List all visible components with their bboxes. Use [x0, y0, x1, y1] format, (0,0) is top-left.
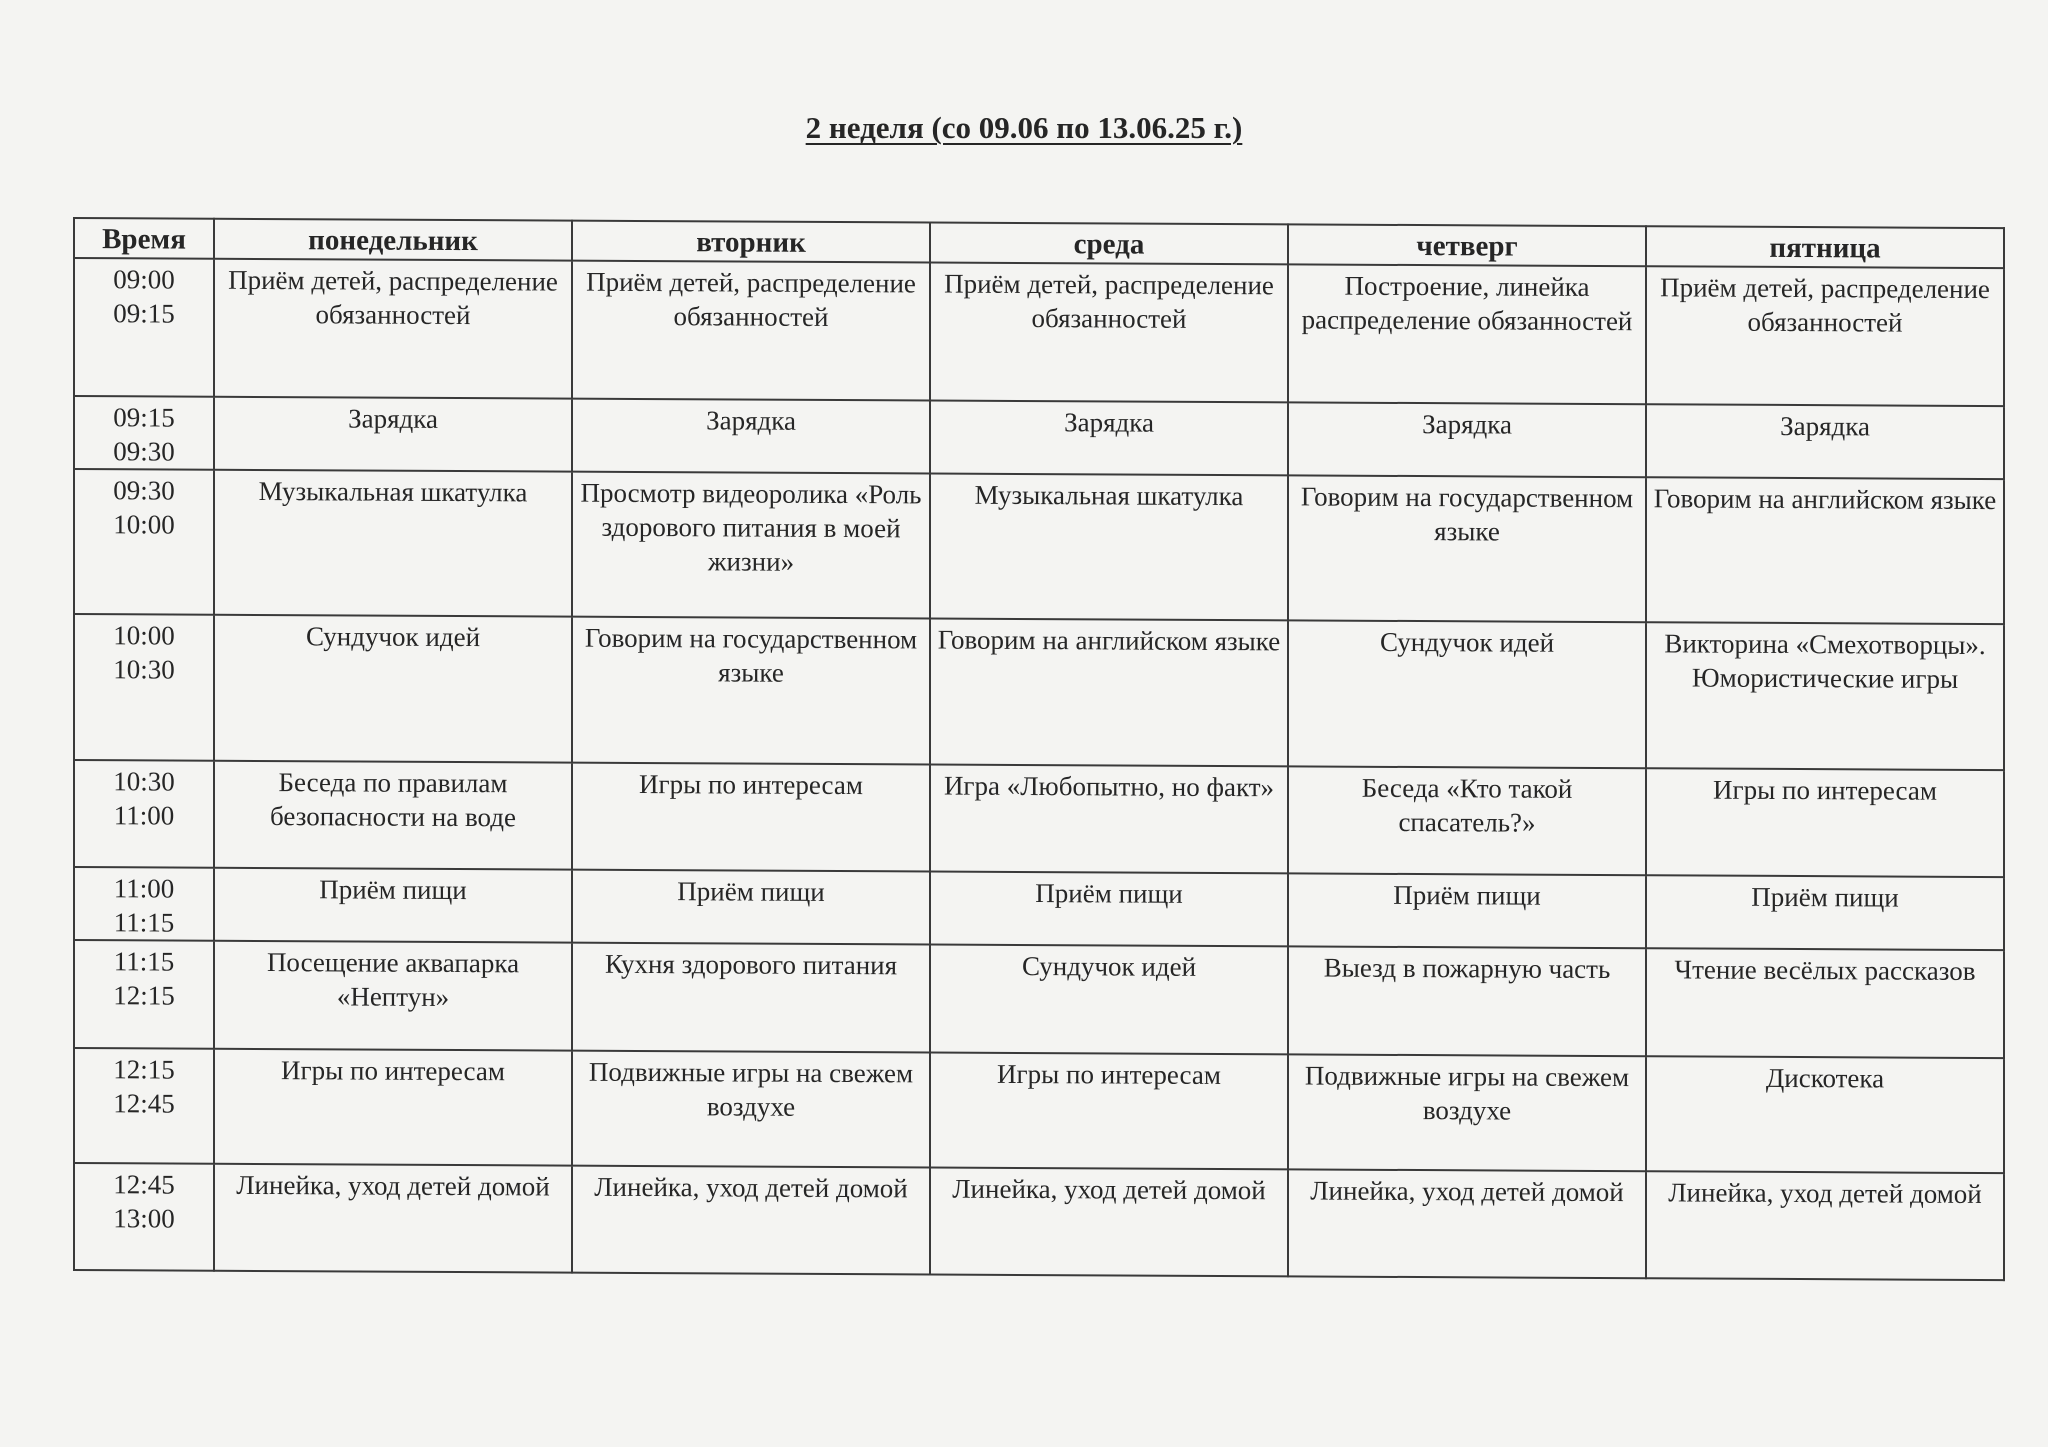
activity-cell: Викторина «Смехотворцы». Юмористические игры: [1646, 622, 2004, 770]
activity-cell: Зарядка: [572, 399, 930, 474]
activity-cell: Приём пищи: [214, 868, 572, 943]
time-end: 10:30: [113, 654, 175, 685]
table-row: [74, 469, 2004, 624]
table-row: [74, 867, 2004, 950]
table-row: [74, 258, 2004, 406]
activity-cell: Зарядка: [1288, 402, 1646, 477]
activity-cell: Построение, линейка распределение обязанностей: [1288, 264, 1646, 404]
time-end: 12:15: [113, 980, 175, 1011]
activity-cell: Музыкальная шкатулка: [930, 473, 1288, 620]
activity-cell: Музыкальная шкатулка: [214, 470, 572, 617]
time-end: 10:00: [113, 509, 175, 540]
activity-cell: Игры по интересам: [572, 763, 930, 872]
table-row: [74, 614, 2004, 770]
table-row: [74, 396, 2004, 479]
time-start: 09:30: [113, 475, 175, 506]
activity-cell: Приём детей, распределение обязанностей: [1646, 266, 2004, 406]
time-cell: [74, 867, 214, 941]
activity-cell: Приём пищи: [1288, 873, 1646, 948]
table-row: [74, 1163, 2004, 1280]
header-monday: понедельник: [214, 219, 572, 261]
time-end: 13:00: [113, 1203, 175, 1234]
time-start: 11:15: [113, 946, 175, 977]
activity-cell: Сундучок идей: [930, 944, 1288, 1054]
activity-cell: Линейка, уход детей домой: [1288, 1169, 1646, 1278]
header-friday: пятница: [1646, 226, 2004, 268]
activity-cell: Игры по интересам: [930, 1052, 1288, 1169]
activity-cell: Чтение весёлых рассказов: [1646, 948, 2004, 1058]
activity-cell: Кухня здорового питания: [572, 943, 930, 1053]
page-title-text: 2 неделя (со 09.06 по 13.06.25 г.): [805, 110, 1243, 145]
activity-cell: Беседа «Кто такой спасатель?»: [1288, 766, 1646, 875]
time-end: 11:00: [113, 800, 175, 831]
time-end: 12:45: [113, 1088, 175, 1119]
activity-cell: Просмотр видеоролика «Роль здорового питания в моей жизни»: [572, 472, 930, 619]
header-wednesday: среда: [930, 222, 1288, 264]
time-start: 12:45: [113, 1169, 175, 1200]
activity-cell: Игра «Любопытно, но факт»: [930, 764, 1288, 873]
activity-cell: Посещение аквапарка «Нептун»: [214, 941, 572, 1051]
table-row: [74, 760, 2004, 877]
activity-cell: Выезд в пожарную часть: [1288, 946, 1646, 1056]
time-cell: [74, 469, 214, 615]
activity-cell: Зарядка: [1646, 404, 2004, 479]
activity-cell: Приём детей, распределение обязанностей: [214, 259, 572, 399]
time-cell: [74, 258, 214, 397]
time-end: 09:30: [113, 436, 175, 467]
header-tuesday: вторник: [572, 221, 930, 263]
activity-cell: Линейка, уход детей домой: [930, 1167, 1288, 1276]
activity-cell: Линейка, уход детей домой: [214, 1164, 572, 1273]
time-end: 11:15: [113, 907, 175, 938]
time-start: 11:00: [113, 873, 175, 904]
time-cell: [74, 760, 214, 868]
time-start: 12:15: [113, 1054, 175, 1085]
activity-cell: Приём детей, распределение обязанностей: [572, 261, 930, 401]
activity-cell: Приём пищи: [930, 871, 1288, 946]
activity-cell: Беседа по правилам безопасности на воде: [214, 761, 572, 870]
activity-cell: Подвижные игры на свежем воздухе: [1288, 1054, 1646, 1171]
header-time: Время: [74, 218, 214, 259]
activity-cell: Приём пищи: [572, 870, 930, 945]
activity-cell: Сундучок идей: [1288, 620, 1646, 768]
time-cell: [74, 940, 214, 1049]
activity-cell: Сундучок идей: [214, 615, 572, 763]
time-start: 09:00: [113, 264, 175, 295]
activity-cell: Линейка, уход детей домой: [572, 1166, 930, 1275]
time-cell: [74, 396, 214, 470]
activity-cell: Приём детей, распределение обязанностей: [930, 262, 1288, 402]
activity-cell: Игры по интересам: [214, 1049, 572, 1166]
activity-cell: Зарядка: [214, 397, 572, 472]
time-cell: [74, 1048, 214, 1164]
time-start: 10:00: [113, 620, 175, 651]
header-thursday: четверг: [1288, 224, 1646, 266]
time-end: 09:15: [113, 298, 175, 329]
time-cell: [74, 1163, 214, 1271]
table-row: [74, 940, 2004, 1058]
page-title: [0, 108, 2048, 148]
table-row: [74, 1048, 2004, 1173]
activity-cell: Подвижные игры на свежем воздухе: [572, 1051, 930, 1168]
activity-cell: Говорим на английском языке: [930, 618, 1288, 766]
schedule-table: [73, 217, 2005, 1281]
activity-cell: Дискотека: [1646, 1056, 2004, 1173]
time-start: 10:30: [113, 766, 175, 797]
activity-cell: Говорим на государственном языке: [572, 617, 930, 765]
activity-cell: Игры по интересам: [1646, 768, 2004, 877]
activity-cell: Приём пищи: [1646, 875, 2004, 950]
time-cell: [74, 614, 214, 761]
time-start: 09:15: [113, 402, 175, 433]
activity-cell: Зарядка: [930, 400, 1288, 475]
activity-cell: Говорим на английском языке: [1646, 477, 2004, 624]
activity-cell: Говорим на государственном языке: [1288, 475, 1646, 622]
activity-cell: Линейка, уход детей домой: [1646, 1171, 2004, 1280]
